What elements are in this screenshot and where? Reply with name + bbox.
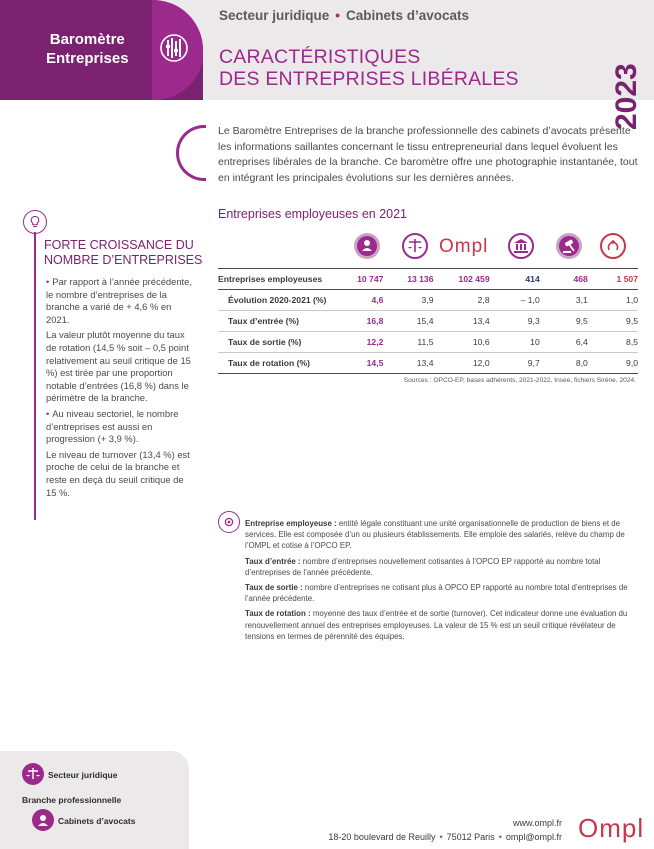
table-cell: 13 136 (383, 269, 433, 290)
table-row (218, 311, 638, 332)
brand-block (0, 0, 203, 100)
ompl-logo: Ompl (439, 236, 489, 257)
definition-term: Taux d’entrée : (245, 556, 301, 566)
year-label: 2023 (610, 63, 643, 130)
sidebar-paragraph: Le niveau de turnover (13,4 %) est proche de celui de la branche et reste en deçà du seuil critique de 15 %. (46, 448, 190, 498)
row-label: Taux de sortie (%) (218, 332, 336, 353)
brand-title-line2: Entreprises (46, 50, 129, 67)
intro-bracket (176, 125, 206, 181)
table-cell: 3,9 (383, 290, 433, 311)
sidebar-title-line2: NOMBRE D’ENTREPRISES (44, 253, 203, 267)
definition-text: moyenne des taux d’entrée et de sortie (turnover). Cet indicateur donne une évaluation du renouvellement annuel des entreprises employeuses. La valeur de 15 % est un seuil critique révélateur de tensions en termes de pérennité des équipes. (245, 609, 628, 641)
subsector-label: Cabinets d’avocats (346, 8, 470, 23)
sidebar-paragraph (46, 408, 194, 446)
intro-text: Le Baromètre Entreprises de la branche professionnelle des cabinets d’avocats présente les informations saillantes concernant le tissu entrepreneurial dans lequel évoluent les entreprises libérales de la branche. Ce baromètre offre une photographie instantanée, tout en intégrant les principales évolutions sur les dernières années. (218, 125, 638, 184)
table-cell: 10 747 (336, 269, 383, 290)
table-row (218, 290, 638, 311)
address-city: 75012 Paris (446, 832, 495, 842)
row-label: Évolution 2020-2021 (%) (218, 290, 336, 311)
scales-icon (22, 763, 44, 785)
table-cell: 9,7 (490, 353, 540, 374)
definition-text: nombre d’entreprises ne cotisant plus à OPCO EP rapporté au nombre total d’entreprises de l’année précédente. (245, 583, 628, 604)
sector-line (219, 8, 469, 23)
table-cell: 2,8 (434, 290, 490, 311)
definition-item (245, 518, 640, 552)
bullet-icon: • (46, 407, 50, 419)
brand-title-line1: Baromètre (49, 31, 125, 48)
year-badge (606, 6, 646, 130)
separator-dot: • (335, 8, 341, 23)
footer-subsector-label: Cabinets d’avocats (58, 816, 136, 826)
sidebar-divider (34, 232, 36, 520)
table-row (218, 332, 638, 353)
separator-dot: • (439, 832, 443, 842)
barometer-icon (160, 32, 188, 64)
table-cell: 8,0 (540, 353, 588, 374)
sidebar-text: Au niveau sectoriel, le nombre d’entreprises est aussi en progression (+ 3,9 %). (46, 407, 179, 445)
definition-term: Taux de sortie : (245, 583, 303, 593)
table-cell: 12,0 (434, 353, 490, 374)
branch-icon (353, 232, 381, 260)
ompl-footer-logo: Ompl (578, 813, 645, 843)
table-cell: 3,1 (540, 290, 588, 311)
enterprises-table (218, 268, 638, 374)
bullet-icon: • (46, 276, 50, 287)
footer-sector-label: Secteur juridique (48, 770, 118, 780)
sidebar-paragraph (46, 276, 194, 326)
definitions (245, 518, 640, 646)
definition-text: entité légale constituant une unité organisationnelle de production de biens et de services. Elle est composée d’un ou plusieurs établissements. Elle emploie des salariés, relève du champ de l’OMPL et cotise à l’OPCO EP. (245, 519, 625, 551)
table-cell: – 1,0 (490, 290, 540, 311)
sidebar-text: Par rapport à l’année précédente, le nombre d’entreprises de la branche a varié de + 4,6 % en 2021. (46, 276, 192, 325)
table-cell: 9,3 (490, 311, 540, 332)
page-header (0, 0, 654, 130)
table-cell: 15,4 (383, 311, 433, 332)
person-icon (32, 809, 54, 831)
email-link[interactable]: ompl@ompl.fr (505, 832, 562, 842)
table-row (218, 353, 638, 374)
footer-branch-card (0, 751, 189, 849)
website-link[interactable]: www.ompl.fr (512, 818, 562, 828)
table-cell: 10 (490, 332, 540, 353)
separator-dot: • (498, 832, 502, 842)
definition-text: nombre d’entreprises nouvellement cotisantes à l’OPCO EP rapporté au nombre total d’entreprises de l’année précédente. (245, 556, 601, 577)
sidebar-paragraph: La valeur plutôt moyenne du taux de rotation (14,5 % soit – 0,5 point relativement au seuil critique de 15 %) est tirée par une proportion notable d’entrées (16,8 %) dans le périmètre de la branche. (46, 329, 191, 404)
lightbulb-icon (23, 210, 47, 234)
table-cell: 9,5 (588, 311, 638, 332)
table-cell: 414 (490, 269, 540, 290)
definition-term: Entreprise employeuse : (245, 519, 337, 528)
table-cell: 9,5 (540, 311, 588, 332)
contact-info (328, 816, 562, 844)
table-cell: 1 507 (588, 269, 638, 290)
brand-title (46, 30, 129, 68)
sector-label: Secteur juridique (219, 8, 330, 23)
table-cell: 6,4 (540, 332, 588, 353)
definition-icon (218, 511, 240, 533)
page-title-line2: DES ENTREPRISES LIBÉRALES (219, 68, 519, 90)
table-source: Sources : OPCO-EP, bases adhérents, 2021-2022, Insee, fichiers Sirène, 2024. (403, 377, 636, 384)
table-title: Entreprises employeuses en 2021 (218, 207, 408, 221)
table-cell: 10,6 (434, 332, 490, 353)
table-cell: 12,2 (336, 332, 383, 353)
row-label: Taux de rotation (%) (218, 353, 336, 374)
table-cell: 14,5 (336, 353, 383, 374)
definition-item (245, 556, 640, 578)
page-title-line1: CARACTÉRISTIQUES (219, 46, 421, 68)
institution-icon (507, 232, 535, 260)
sidebar-body (46, 276, 194, 502)
address-line (328, 830, 562, 844)
health-icon (599, 232, 627, 260)
row-label: Taux d’entrée (%) (218, 311, 336, 332)
definition-item (245, 582, 640, 604)
page-title (219, 46, 519, 90)
definition-term: Taux de rotation : (245, 609, 311, 619)
table-cell: 468 (540, 269, 588, 290)
column-icons (335, 232, 635, 262)
table-cell: 13,4 (383, 353, 433, 374)
footer-branch-label: Branche professionnelle (22, 795, 122, 805)
address-street: 18-20 boulevard de Reuilly (328, 832, 436, 842)
gavel-icon (555, 232, 583, 260)
table-cell: 1,0 (588, 290, 638, 311)
table-cell: 16,8 (336, 311, 383, 332)
table-cell: 11,5 (383, 332, 433, 353)
sector-icon (401, 232, 429, 260)
table-row (218, 269, 638, 290)
table-cell: 9,0 (588, 353, 638, 374)
table-cell: 13,4 (434, 311, 490, 332)
table-cell: 102 459 (434, 269, 490, 290)
definition-item (245, 608, 640, 642)
sidebar-title-line1: FORTE CROISSANCE DU (44, 238, 194, 252)
table-cell: 4,6 (336, 290, 383, 311)
sidebar-title (44, 238, 204, 268)
row-label: Entreprises employeuses (218, 269, 336, 290)
table-cell: 8,5 (588, 332, 638, 353)
